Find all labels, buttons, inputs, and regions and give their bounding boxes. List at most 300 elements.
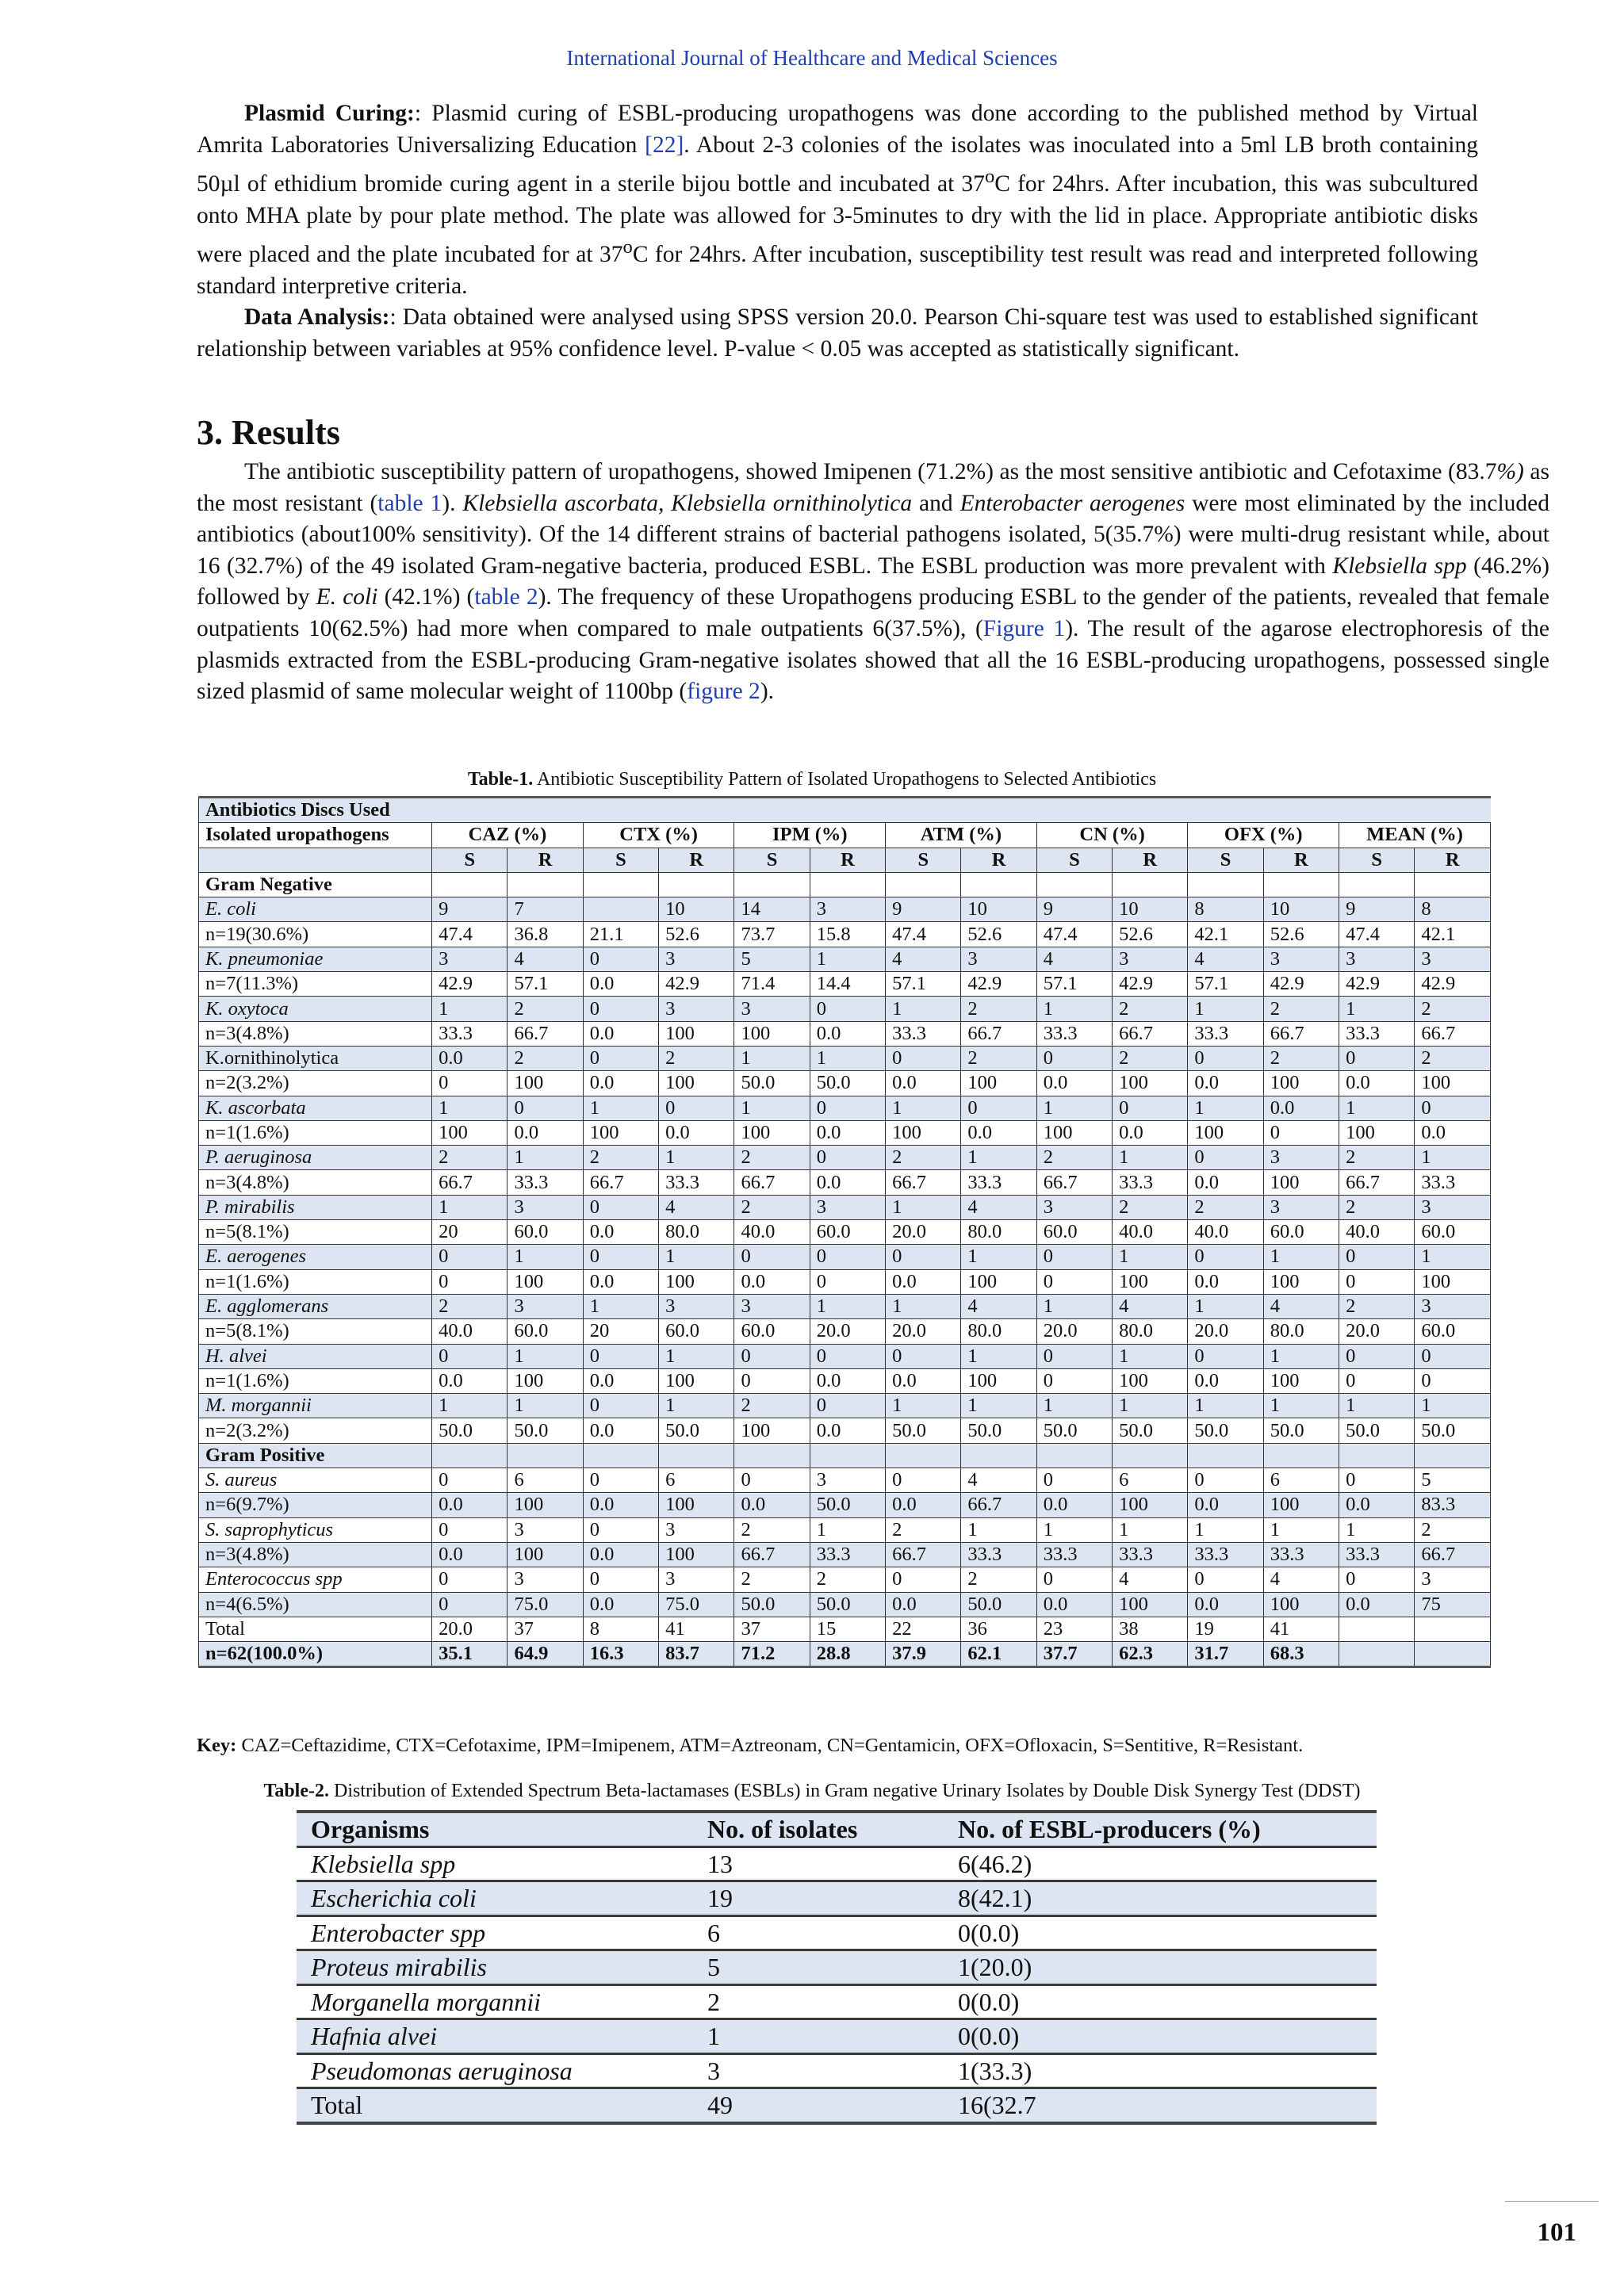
table-cell: 0.0	[1188, 1269, 1263, 1294]
table-cell: 40.0	[1113, 1220, 1188, 1245]
table-cell	[508, 1443, 583, 1468]
table-cell: 1	[886, 1294, 961, 1318]
table-row	[297, 1915, 1377, 1950]
table-row	[199, 1146, 1491, 1170]
row-label: S. aureus	[199, 1468, 432, 1493]
table-cell: 0.0	[961, 1120, 1036, 1145]
table-cell: 100	[1263, 1368, 1339, 1393]
table-cell: 2	[1113, 997, 1188, 1021]
table-cell: 1	[1415, 1146, 1491, 1170]
sensitive-header: S	[432, 848, 508, 872]
table-cell: 0.0	[583, 1592, 658, 1617]
table-cell: 66.7	[1415, 1021, 1491, 1046]
table-cell: 50.0	[1263, 1418, 1339, 1443]
table-cell: 1(33.3)	[944, 2053, 1377, 2088]
table-cell: 9	[1339, 897, 1415, 922]
antibiotic-header: IPM (%)	[734, 823, 886, 848]
table-cell: 0	[886, 1567, 961, 1592]
table-row	[297, 1846, 1377, 1881]
table-cell: 0	[432, 1468, 508, 1493]
table-cell: 4	[1188, 947, 1263, 971]
table-cell: 33.3	[1188, 1542, 1263, 1567]
table-cell: 75.0	[508, 1592, 583, 1617]
table-cell: 75.0	[659, 1592, 734, 1617]
table-cell: 66.7	[1263, 1021, 1339, 1046]
table-row	[297, 1950, 1377, 1985]
table-cell: 0	[1339, 1046, 1415, 1070]
table-cell: 1	[659, 1146, 734, 1170]
table-cell: 33.3	[432, 1021, 508, 1046]
table-cell: 0	[734, 1344, 810, 1368]
table-cell: 100	[1113, 1368, 1188, 1393]
table-cell: 3	[659, 1567, 734, 1592]
table-cell: 0.0	[508, 1120, 583, 1145]
table-cell: 1	[1113, 1146, 1188, 1170]
table-row	[199, 1517, 1491, 1542]
table-cell	[659, 1443, 734, 1468]
table-cell: 33.3	[810, 1542, 885, 1567]
table-cell: 0	[1036, 1046, 1112, 1070]
table1-key: Key: CAZ=Ceftazidime, CTX=Cefotaxime, IPM=Imipenem, ATM=Aztreonam, CN=Gentamicin, OFX=Ofloxacin, S=Sentitive, R=Resistant.	[197, 1735, 1304, 1756]
table-cell: 0	[1036, 1269, 1112, 1294]
table-cell: 66.7	[508, 1021, 583, 1046]
table-cell: 9	[432, 897, 508, 922]
table-cell	[810, 872, 885, 897]
table-cell	[583, 897, 658, 922]
table-cell: 57.1	[1188, 972, 1263, 997]
table-cell	[886, 872, 961, 897]
table-cell: 4	[1263, 1567, 1339, 1592]
row-label: E. coli	[199, 897, 432, 922]
table-cell: 100	[1415, 1269, 1491, 1294]
table-cell: 3	[810, 1195, 885, 1219]
table-cell	[1415, 872, 1491, 897]
table-cell: 0	[508, 1096, 583, 1120]
table-cell: 66.7	[1415, 1542, 1491, 1567]
table-cell: 100	[734, 1021, 810, 1046]
table-cell: 1	[1415, 1245, 1491, 1269]
table-cell: 50.0	[1415, 1418, 1491, 1443]
row-label: n=6(9.7%)	[199, 1493, 432, 1517]
table-cell: 60.0	[508, 1319, 583, 1344]
table-cell: 0	[583, 1195, 658, 1219]
table-cell: 0.0	[1415, 1120, 1491, 1145]
methods-section	[197, 98, 1478, 365]
table-cell: 50.0	[1188, 1418, 1263, 1443]
table-cell: 50.0	[810, 1071, 885, 1096]
row-label: Gram Negative	[199, 872, 432, 897]
table-cell: 0.0	[1339, 1071, 1415, 1096]
table-cell: 80.0	[659, 1220, 734, 1245]
table-row	[199, 1071, 1491, 1096]
table-cell: 1	[1188, 1096, 1263, 1120]
table-cell: 100	[432, 1120, 508, 1145]
table-cell: 40.0	[1188, 1220, 1263, 1245]
organism-cell: Klebsiella spp	[297, 1846, 693, 1881]
table-cell: 1	[583, 1294, 658, 1318]
table-cell: 1	[886, 1195, 961, 1219]
table-cell: 0	[583, 1046, 658, 1070]
table-cell: 0	[734, 1245, 810, 1269]
resistant-header: R	[1113, 848, 1188, 872]
table-cell: 0	[1036, 1245, 1112, 1269]
results-heading: 3. Results	[197, 413, 340, 452]
table-cell	[1113, 872, 1188, 897]
table-cell: 10	[961, 897, 1036, 922]
table-cell: 0.0	[1263, 1096, 1339, 1120]
table-cell: 23	[1036, 1617, 1112, 1641]
table-cell: 57.1	[1036, 972, 1112, 997]
table-cell	[1339, 1443, 1415, 1468]
table-row	[199, 1493, 1491, 1517]
table-cell: 9	[886, 897, 961, 922]
table-cell: 1	[1188, 1294, 1263, 1318]
table-cell: 2	[961, 1046, 1036, 1070]
table-cell: 9	[1036, 897, 1112, 922]
organism-cell: Proteus mirabilis	[297, 1950, 693, 1985]
table-cell: 2	[886, 1517, 961, 1542]
table-cell: 1	[432, 1096, 508, 1120]
table-cell: 1	[886, 1394, 961, 1418]
table-row	[199, 1344, 1491, 1368]
table-cell: 6	[659, 1468, 734, 1493]
table-cell: 2	[1113, 1195, 1188, 1219]
table-row	[297, 1881, 1377, 1916]
table-cell: 50.0	[508, 1418, 583, 1443]
table-cell: 3	[734, 997, 810, 1021]
table-cell: 0	[432, 1344, 508, 1368]
table-cell: 33.3	[1036, 1542, 1112, 1567]
sensitive-header: S	[886, 848, 961, 872]
table-cell: 33.3	[961, 1170, 1036, 1195]
table-cell: 0	[1188, 1146, 1263, 1170]
table-cell: 13	[693, 1846, 944, 1881]
table-header-row	[199, 798, 1491, 823]
table-cell: 60.0	[810, 1220, 885, 1245]
table-cell: 1	[659, 1245, 734, 1269]
plasmid-curing-paragraph: Plasmid Curing:: Plasmid curing of ESBL-producing uropathogens was done according to the published method by Virtual Amrita Laboratories Universalizing Education [22]. About 2-3 colonies of the isolates was inoculated into a 5ml LB broth containing 50µl of ethidium bromide curing agent in a sterile bijou bottle and incubated at 37$^o$C for 24hrs. After incubation, this was subcultured onto MHA plate by pour plate method. The plate was allowed for 3-5minutes to dry with the lid in place. Appropriate antibiotic disks were placed and the plate incubated for at 37$^o$C for 24hrs. After incubation, susceptibility test result was read and interpreted following standard interpretive criteria.	[197, 101, 1478, 299]
row-label: S. saprophyticus	[199, 1517, 432, 1542]
table-cell: 80.0	[961, 1319, 1036, 1344]
table-cell: 20.0	[432, 1617, 508, 1641]
row-label: n=2(3.2%)	[199, 1071, 432, 1096]
journal-header: International Journal of Healthcare and Medical Sciences	[566, 46, 1058, 70]
table-cell: 0.0	[734, 1269, 810, 1294]
table-cell: 1	[1188, 1394, 1263, 1418]
table-cell: 3	[659, 1294, 734, 1318]
table-cell: 8	[1188, 897, 1263, 922]
table-cell: 3	[810, 1468, 885, 1493]
table-cell: 1	[1036, 997, 1112, 1021]
table-cell: 100	[508, 1269, 583, 1294]
table-cell: 1	[810, 1294, 885, 1318]
table-cell: 80.0	[1263, 1319, 1339, 1344]
table-cell: 47.4	[432, 922, 508, 947]
table-cell: 60.0	[1036, 1220, 1112, 1245]
row-label: n=5(8.1%)	[199, 1220, 432, 1245]
table-cell: 1	[961, 1146, 1036, 1170]
table-cell: 71.4	[734, 972, 810, 997]
table-cell: 37	[734, 1617, 810, 1641]
table-cell: 42.1	[1188, 922, 1263, 947]
table-cell: 100	[961, 1071, 1036, 1096]
table-cell: 0	[583, 1567, 658, 1592]
table-header-row	[297, 1812, 1377, 1846]
figure2-link[interactable]: figure 2	[687, 679, 760, 705]
table-cell: 83.3	[1415, 1493, 1491, 1517]
table-cell: 0	[810, 1245, 885, 1269]
table-row	[199, 1046, 1491, 1070]
table-cell	[583, 872, 658, 897]
table1-link[interactable]: table 1	[377, 490, 442, 516]
table-cell: 5	[734, 947, 810, 971]
table-cell: 19	[1188, 1617, 1263, 1641]
antibiotic-header: OFX (%)	[1188, 823, 1339, 848]
table-cell: 4	[886, 947, 961, 971]
table-cell: 0	[886, 1046, 961, 1070]
table-cell: 100	[659, 1368, 734, 1393]
table-row	[199, 1269, 1491, 1294]
table-cell: 1	[1263, 1517, 1339, 1542]
table-cell: 4	[1113, 1294, 1188, 1318]
table-cell: 1(20.0)	[944, 1950, 1377, 1985]
header-antibiotics-discs: Antibiotics Discs Used	[199, 798, 1491, 823]
table-cell: 1	[659, 1344, 734, 1368]
table-cell: 33.3	[1339, 1021, 1415, 1046]
table-cell: 33.3	[1263, 1542, 1339, 1567]
table-cell: 14.4	[810, 972, 885, 997]
table-row	[199, 922, 1491, 947]
table-cell: 20.0	[886, 1220, 961, 1245]
table-cell	[1339, 1642, 1415, 1667]
table2-link[interactable]: table 2	[474, 584, 538, 610]
table-cell: 57.1	[508, 972, 583, 997]
table-cell: 100	[1263, 1269, 1339, 1294]
table-cell: 33.3	[508, 1170, 583, 1195]
table-cell: 66.7	[961, 1493, 1036, 1517]
table-cell: 0	[1036, 1344, 1112, 1368]
table-cell: 36.8	[508, 922, 583, 947]
table-cell: 1	[1036, 1517, 1112, 1542]
table-cell: 4	[1113, 1567, 1188, 1592]
table-cell: 1	[1113, 1394, 1188, 1418]
table-cell: 57.1	[886, 972, 961, 997]
table-cell: 0	[432, 1592, 508, 1617]
table-cell: 50.0	[1036, 1418, 1112, 1443]
table-cell: 3	[1113, 947, 1188, 971]
table-cell: 1	[1036, 1096, 1112, 1120]
table-cell: 1	[1263, 1394, 1339, 1418]
table-cell: 52.6	[1113, 922, 1188, 947]
table-cell: 1	[961, 1394, 1036, 1418]
table-cell	[1339, 1617, 1415, 1641]
table-cell: 100	[508, 1493, 583, 1517]
resistant-header: R	[1263, 848, 1339, 872]
table-cell: 52.6	[1263, 922, 1339, 947]
table-cell: 2	[1339, 1195, 1415, 1219]
table-cell: 0	[734, 1368, 810, 1393]
table-cell: 2	[961, 997, 1036, 1021]
table-cell: 20	[432, 1220, 508, 1245]
table-cell: 1	[1188, 1517, 1263, 1542]
table-cell: 21.1	[583, 922, 658, 947]
table-cell: 100	[1036, 1120, 1112, 1145]
table-cell: 6	[1263, 1468, 1339, 1493]
table-cell: 7	[508, 897, 583, 922]
table-cell	[432, 872, 508, 897]
table-cell: 0	[1188, 1344, 1263, 1368]
row-label: K. oxytoca	[199, 997, 432, 1021]
organism-cell: Hafnia alvei	[297, 2019, 693, 2054]
sensitive-header: S	[1036, 848, 1112, 872]
table-cell: 20.0	[886, 1319, 961, 1344]
table-cell: 2	[1263, 1046, 1339, 1070]
table-cell: 0.0	[659, 1120, 734, 1145]
table-cell: 3	[810, 897, 885, 922]
table-cell: 1	[1188, 997, 1263, 1021]
table-cell: 0.0	[1339, 1592, 1415, 1617]
table-cell: 1	[961, 1517, 1036, 1542]
ref-22-link[interactable]: [22]	[645, 132, 684, 158]
table-cell: 0	[810, 1394, 885, 1418]
table-cell: 37	[508, 1617, 583, 1641]
header-organisms: Organisms	[297, 1812, 693, 1846]
table-cell: 42.9	[1113, 972, 1188, 997]
table-row	[199, 1170, 1491, 1195]
table-row	[199, 872, 1491, 897]
table-cell: 42.1	[1415, 922, 1491, 947]
table-row	[199, 1642, 1491, 1667]
table-cell: 1	[734, 1046, 810, 1070]
table-cell: 0	[886, 1468, 961, 1493]
table-cell: 1	[1036, 1294, 1112, 1318]
figure1-link[interactable]: Figure 1	[982, 615, 1066, 641]
row-label: n=19(30.6%)	[199, 922, 432, 947]
row-label: Gram Positive	[199, 1443, 432, 1468]
table-cell: 1	[432, 997, 508, 1021]
table-cell: 0	[1036, 1567, 1112, 1592]
table-cell: 37.7	[1036, 1642, 1112, 1667]
table-cell: 0	[583, 1517, 658, 1542]
table-cell	[1415, 1642, 1491, 1667]
table-cell: 0	[1263, 1120, 1339, 1145]
table-cell: 0	[432, 1245, 508, 1269]
table-cell: 100	[1263, 1493, 1339, 1517]
table-cell: 0	[432, 1567, 508, 1592]
table-cell: 2	[583, 1146, 658, 1170]
table-cell: 0.0	[583, 1071, 658, 1096]
table-cell: 100	[1113, 1071, 1188, 1096]
table-cell: 4	[1036, 947, 1112, 971]
table-cell: 2	[886, 1146, 961, 1170]
table-header-row	[199, 823, 1491, 848]
header-esbl-producers: No. of ESBL-producers (%)	[944, 1812, 1377, 1846]
table-cell: 0	[432, 1269, 508, 1294]
table-cell: 50.0	[810, 1592, 885, 1617]
table-cell: 36	[961, 1617, 1036, 1641]
table-cell	[1036, 872, 1112, 897]
table-cell: 80.0	[961, 1220, 1036, 1245]
table-cell: 10	[1263, 897, 1339, 922]
table-row	[199, 1567, 1491, 1592]
table-cell: 1	[432, 1394, 508, 1418]
table-cell: 0.0	[583, 1368, 658, 1393]
table-cell: 50.0	[659, 1418, 734, 1443]
table-cell: 3	[659, 947, 734, 971]
table-cell: 33.3	[886, 1021, 961, 1046]
table-cell: 41	[659, 1617, 734, 1641]
table-cell: 3	[508, 1567, 583, 1592]
esbl-table	[297, 1810, 1377, 2125]
organism-cell: Escherichia coli	[297, 1881, 693, 1916]
table-cell: 80.0	[1113, 1319, 1188, 1344]
table-row	[199, 947, 1491, 971]
table-cell: 0	[583, 947, 658, 971]
row-label: n=4(6.5%)	[199, 1592, 432, 1617]
table-cell: 66.7	[734, 1170, 810, 1195]
table-cell: 8	[583, 1617, 658, 1641]
table-row	[199, 1468, 1491, 1493]
table-cell: 75	[1415, 1592, 1491, 1617]
table-cell: 19	[693, 1881, 944, 1916]
resistant-header: R	[961, 848, 1036, 872]
antibiotic-header: CAZ (%)	[432, 823, 584, 848]
table-cell: 1	[810, 1046, 885, 1070]
table-cell: 33.3	[961, 1542, 1036, 1567]
row-label: K. ascorbata	[199, 1096, 432, 1120]
table-cell: 16.3	[583, 1642, 658, 1667]
table-cell	[886, 1443, 961, 1468]
row-label: M. morgannii	[199, 1394, 432, 1418]
table-cell: 100	[961, 1269, 1036, 1294]
table-cell: 2	[961, 1567, 1036, 1592]
table-cell: 2	[734, 1567, 810, 1592]
table-cell	[1415, 1443, 1491, 1468]
table-cell: 6	[1113, 1468, 1188, 1493]
table-cell: 0	[810, 1096, 885, 1120]
table-cell: 100	[1188, 1120, 1263, 1145]
table-row	[297, 2088, 1377, 2123]
table-cell: 1	[1113, 1517, 1188, 1542]
table-cell: 62.1	[961, 1642, 1036, 1667]
table-row	[199, 1021, 1491, 1046]
table-cell	[1339, 872, 1415, 897]
table-cell: 3	[508, 1195, 583, 1219]
row-label: E. aerogenes	[199, 1245, 432, 1269]
table1-caption: Table-1. Antibiotic Susceptibility Pattern of Isolated Uropathogens to Selected Antibiotics	[467, 769, 1157, 790]
table-cell: 0.0	[1339, 1493, 1415, 1517]
table-row	[199, 1245, 1491, 1269]
table-cell	[1263, 1443, 1339, 1468]
table-cell: 71.2	[734, 1642, 810, 1667]
table-cell: 0.0	[810, 1418, 885, 1443]
table-cell: 0	[1188, 1567, 1263, 1592]
table-cell: 3	[734, 1294, 810, 1318]
table-cell: 1	[1415, 1394, 1491, 1418]
table-cell: 42.9	[659, 972, 734, 997]
row-label: E. agglomerans	[199, 1294, 432, 1318]
row-label: n=1(1.6%)	[199, 1368, 432, 1393]
table-row	[199, 1319, 1491, 1344]
table-cell: 14	[734, 897, 810, 922]
table-cell: 2	[1188, 1195, 1263, 1219]
row-label: n=62(100.0%)	[199, 1642, 432, 1667]
table-cell: 41	[1263, 1617, 1339, 1641]
table-cell: 4	[508, 947, 583, 971]
table-row	[199, 1592, 1491, 1617]
table-row	[199, 897, 1491, 922]
table-cell: 0	[1113, 1096, 1188, 1120]
